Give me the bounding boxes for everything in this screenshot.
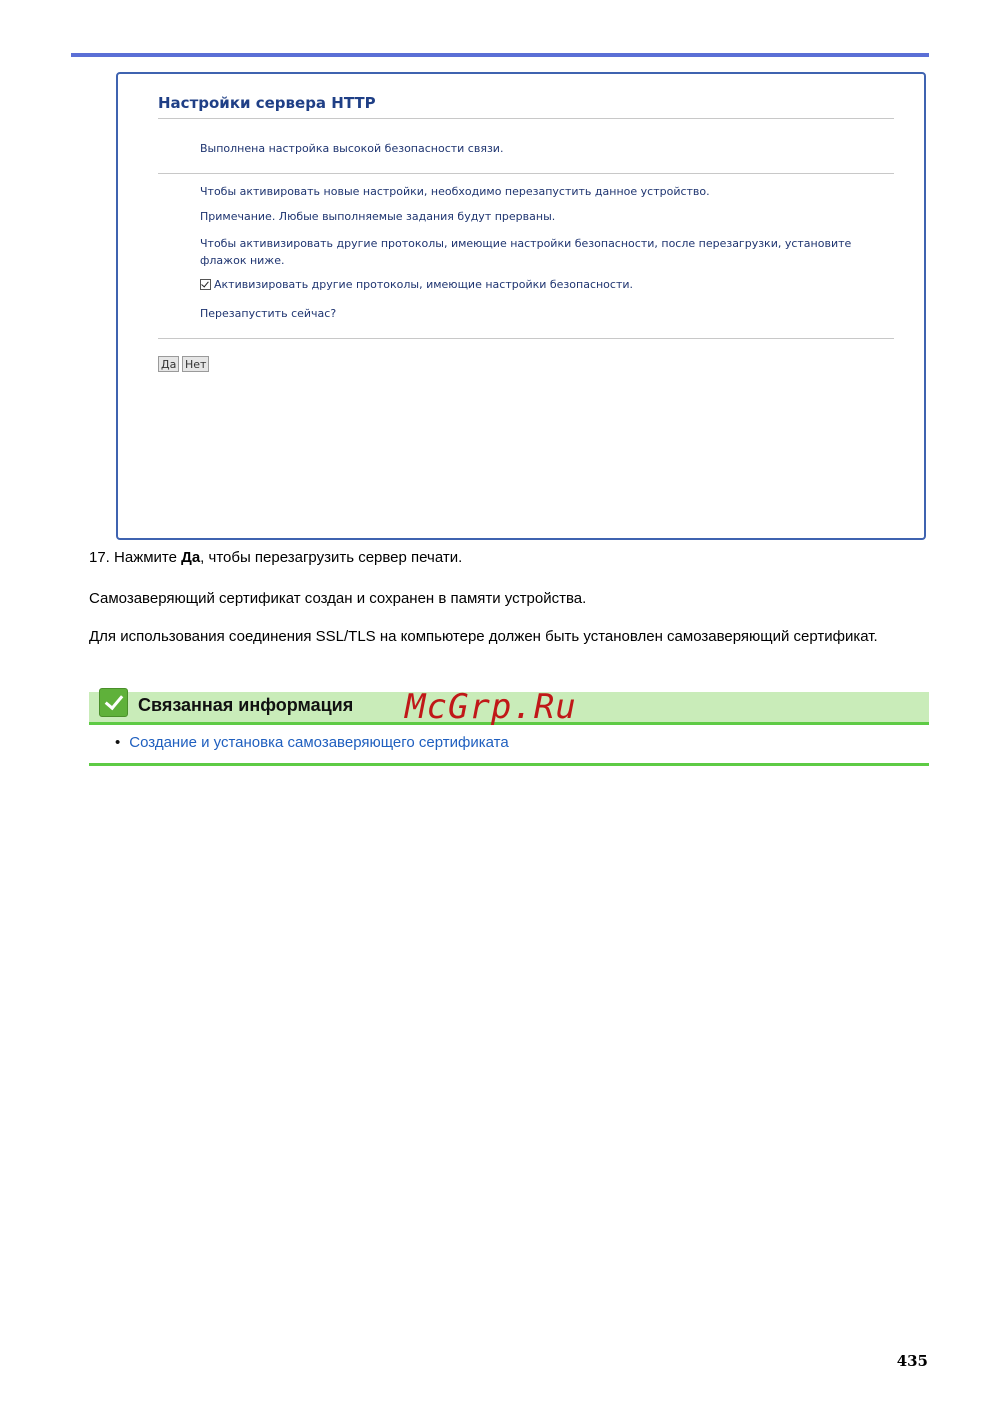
bullet: •	[115, 734, 121, 751]
paragraph-certificate-created: Самозаверяющий сертификат создан и сохранен в памяти устройства.	[89, 590, 587, 607]
watermark: McGrp.Ru	[405, 687, 577, 727]
http-settings-screenshot	[116, 72, 926, 540]
checkbox-checked-icon[interactable]	[200, 279, 211, 290]
no-button[interactable]: Нет	[182, 356, 209, 372]
related-list-item	[115, 734, 509, 751]
step-suffix: , чтобы перезагрузить сервер печати.	[200, 549, 463, 566]
note-text: Примечание. Любые выполняемые задания будут прерваны.	[200, 210, 556, 223]
top-rule	[71, 53, 929, 57]
step-17	[89, 549, 462, 566]
restart-hint: Чтобы активировать новые настройки, необходимо перезапустить данное устройство.	[200, 185, 710, 198]
yes-button[interactable]: Да	[158, 356, 179, 372]
protocols-checkbox-row[interactable]	[200, 278, 633, 291]
divider	[158, 338, 894, 339]
paragraph-ssl-tls: Для использования соединения SSL/TLS на компьютере должен быть установлен самозаверяющий сертификат.	[89, 628, 878, 645]
divider	[158, 118, 894, 119]
related-link[interactable]: Создание и установка самозаверяющего сертификата	[129, 734, 509, 751]
restart-question: Перезапустить сейчас?	[200, 307, 337, 320]
protocols-hint: Чтобы активизировать другие протоколы, имеющие настройки безопасности, после перезагрузки, установите флажок ниже.	[200, 237, 852, 267]
page-number: 435	[896, 1352, 928, 1370]
related-info-title: Связанная информация	[138, 695, 354, 715]
checkmark-icon	[99, 688, 128, 717]
step-bold: Да	[181, 549, 201, 566]
divider	[158, 173, 894, 174]
checkbox-label: Активизировать другие протоколы, имеющие настройки безопасности.	[214, 278, 634, 291]
done-message: Выполнена настройка высокой безопасности связи.	[200, 142, 504, 155]
related-bottom-rule	[89, 763, 929, 766]
screenshot-title: Настройки сервера HTTP	[158, 94, 376, 112]
step-prefix: 17. Нажмите	[89, 549, 182, 566]
